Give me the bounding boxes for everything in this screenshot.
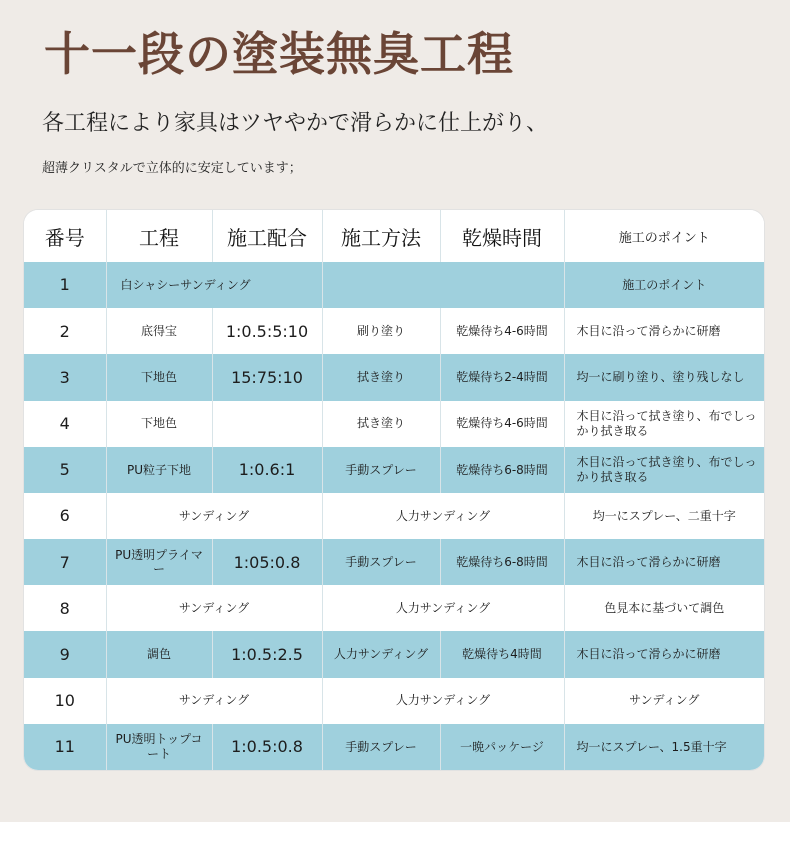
cell-ratio bbox=[212, 401, 322, 447]
cell-method: 手動スプレー bbox=[322, 539, 440, 585]
column-header-drying: 乾燥時間 bbox=[440, 210, 564, 262]
cell-ratio: 1:0.5:2.5 bbox=[212, 631, 322, 677]
cell-process: 下地色 bbox=[106, 401, 212, 447]
cell-process: 下地色 bbox=[106, 354, 212, 400]
cell-number: 3 bbox=[24, 354, 106, 400]
cell-method: 拭き塗り bbox=[322, 354, 440, 400]
cell-process: PU透明プライマー bbox=[106, 539, 212, 585]
cell-process: 白シャシーサンディング bbox=[106, 262, 322, 308]
table-row bbox=[24, 631, 764, 677]
cell-ratio: 1:0.6:1 bbox=[212, 447, 322, 493]
cell-number: 7 bbox=[24, 539, 106, 585]
cell-number: 5 bbox=[24, 447, 106, 493]
cell-process: 調色 bbox=[106, 631, 212, 677]
cell-method: 拭き塗り bbox=[322, 401, 440, 447]
cell-method: 人力サンディング bbox=[322, 493, 564, 539]
cell-drying: 乾燥待ち6-8時間 bbox=[440, 447, 564, 493]
cell-point: 木目に沿って滑らかに研磨 bbox=[576, 324, 721, 339]
cell-ratio: 1:0.5:0.8 bbox=[212, 724, 322, 770]
cell-method: 刷り塗り bbox=[322, 308, 440, 354]
cell-point: 均一にスプレー、二重十字 bbox=[592, 508, 736, 523]
cell-drying: 乾燥待ち4-6時間 bbox=[440, 308, 564, 354]
cell-process: PU粒子下地 bbox=[106, 447, 212, 493]
process-table-card bbox=[24, 210, 764, 770]
page-subtitle: 各工程により家具はツヤやかで滑らかに仕上がり、 bbox=[42, 111, 549, 136]
cell-point: 色見本に基づいて調色 bbox=[604, 601, 725, 616]
cell-method: 手動スプレー bbox=[322, 447, 440, 493]
cell-point: 施工のポイント bbox=[622, 277, 707, 292]
cell-point: 均一に刷り塗り、塗り残しなし bbox=[576, 370, 745, 385]
cell-process: PU透明トップコート bbox=[106, 724, 212, 770]
column-header-ratio: 施工配合 bbox=[212, 210, 322, 262]
table-row bbox=[24, 447, 764, 493]
table-row bbox=[24, 262, 764, 308]
cell-method: 人力サンディング bbox=[322, 631, 440, 677]
cell-number: 4 bbox=[24, 401, 106, 447]
cell-drying: 乾燥待ち4時間 bbox=[440, 631, 564, 677]
cell-method bbox=[322, 262, 564, 308]
cell-number: 10 bbox=[24, 678, 106, 724]
cell-process: サンディング bbox=[106, 493, 322, 539]
cell-process: 底得宝 bbox=[106, 308, 212, 354]
cell-ratio: 1:0.5:5:10 bbox=[212, 308, 322, 354]
table-row bbox=[24, 678, 764, 724]
cell-point: サンディング bbox=[629, 693, 700, 708]
cell-number: 8 bbox=[24, 585, 106, 631]
table-row bbox=[24, 308, 764, 354]
table-row bbox=[24, 401, 764, 447]
page-note: 超薄クリスタルで立体的に安定しています； bbox=[42, 161, 302, 176]
cell-number: 11 bbox=[24, 724, 106, 770]
cell-process: サンディング bbox=[106, 585, 322, 631]
cell-method: 手動スプレー bbox=[322, 724, 440, 770]
page-title: 十一段の塗装無臭工程 bbox=[44, 27, 514, 81]
cell-point: 木目に沿って滑らかに研磨 bbox=[576, 647, 721, 662]
column-header-process: 工程 bbox=[106, 210, 212, 262]
cell-number: 1 bbox=[24, 262, 106, 308]
process-table bbox=[24, 210, 764, 770]
column-header-method: 施工方法 bbox=[322, 210, 440, 262]
cell-drying: 乾燥待ち6-8時間 bbox=[440, 539, 564, 585]
table-row bbox=[24, 585, 764, 631]
cell-method: 人力サンディング bbox=[322, 678, 564, 724]
cell-method: 人力サンディング bbox=[322, 585, 564, 631]
cell-point: 木目に沿って滑らかに研磨 bbox=[576, 554, 721, 569]
cell-drying: 一晩パッケージ bbox=[440, 724, 564, 770]
table-row bbox=[24, 724, 764, 770]
table-row bbox=[24, 539, 764, 585]
cell-ratio: 1:05:0.8 bbox=[212, 539, 322, 585]
cell-number: 2 bbox=[24, 308, 106, 354]
column-header-number: 番号 bbox=[24, 210, 106, 262]
cell-ratio: 15:75:10 bbox=[212, 354, 322, 400]
cell-drying: 乾燥待ち2-4時間 bbox=[440, 354, 564, 400]
cell-process: サンディング bbox=[106, 678, 322, 724]
cell-point: 木目に沿って拭き塗り、布でしっかり拭き取る bbox=[576, 455, 757, 484]
table-row bbox=[24, 493, 764, 539]
cell-drying: 乾燥待ち4-6時間 bbox=[440, 401, 564, 447]
table-row bbox=[24, 354, 764, 400]
cell-point: 均一にスプレー、1.5重十字 bbox=[576, 739, 727, 754]
cell-point: 木目に沿って拭き塗り、布でしっかり拭き取る bbox=[576, 409, 757, 438]
table-header-row bbox=[24, 210, 764, 262]
cell-number: 9 bbox=[24, 631, 106, 677]
bottom-strip bbox=[0, 822, 790, 852]
column-header-point: 施工のポイント bbox=[618, 230, 710, 246]
cell-number: 6 bbox=[24, 493, 106, 539]
